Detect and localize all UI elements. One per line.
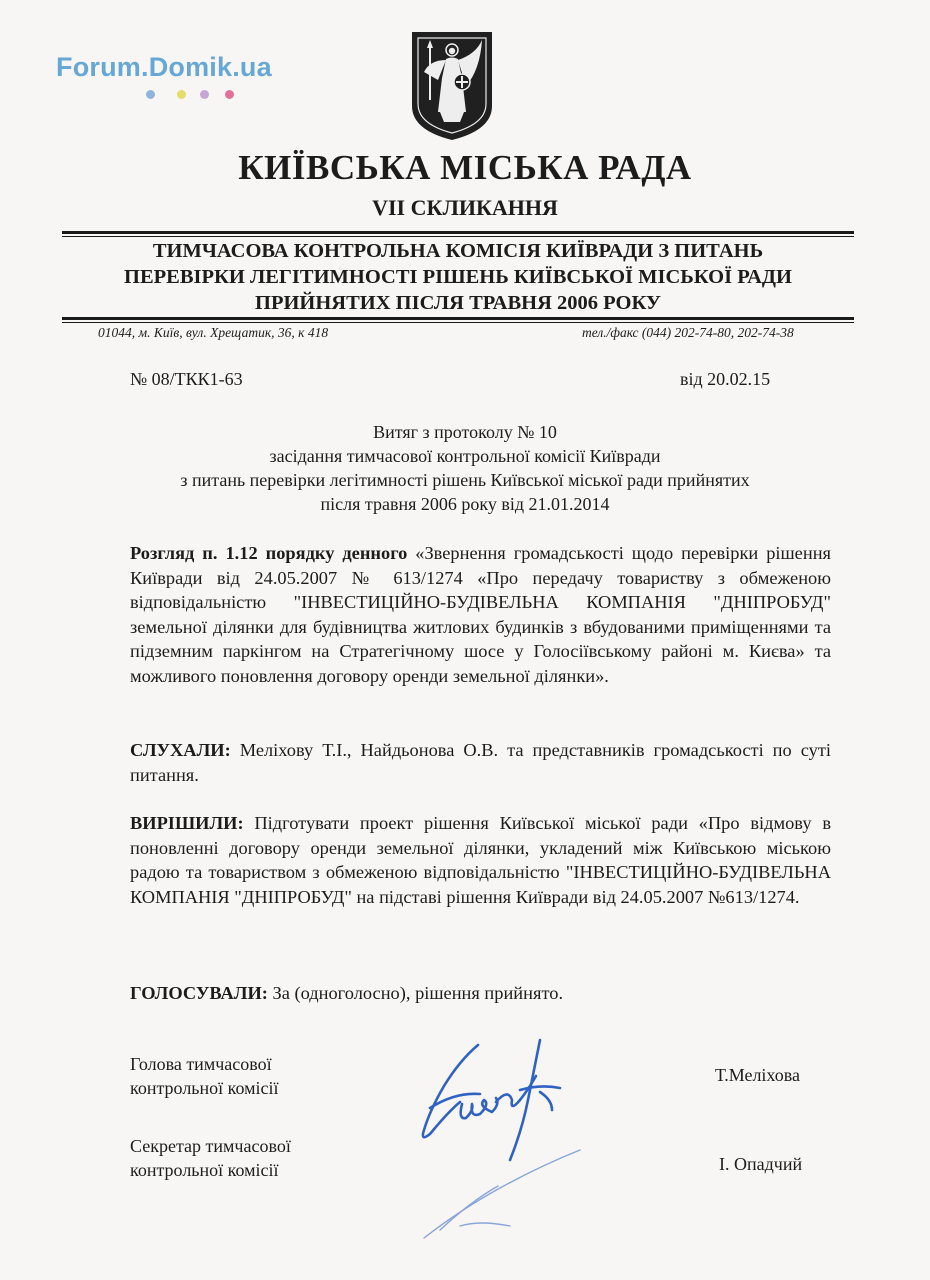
agenda-text: «Звернення громадськості щодо перевірки рішення Київради від 24.05.2007 № 613/1274 «Про передачу товариству з обмеженою відповідальністю "ІНВЕСТИЦІЙНО-БУДІВЕЛЬНА КОМПАНІЯ "ДНІПРОБУД" земельної ділянки для будівництва житлових будинків з вбудованими приміщеннями та підземним паркінгом на Стратегічному шосе у Голосіївському районі м. Києва» та можливого поновлення договору оренди земельної ділянки». [130, 543, 831, 686]
voted-paragraph [130, 981, 831, 1006]
secretary-label-line: Секретар тимчасової [130, 1136, 291, 1156]
extract-line: Витяг з протоколу № 10 [373, 422, 557, 442]
watermark-dot [225, 90, 234, 99]
head-label-line: Голова тимчасової [130, 1054, 272, 1074]
council-title: КИЇВСЬКА МІСЬКА РАДА [238, 148, 692, 187]
head-label [130, 1052, 279, 1100]
extract-line: з питань перевірки легітимності рішень Київської міської ради прийнятих [180, 470, 750, 490]
commission-line: ПРИЙНЯТИХ ПІСЛЯ ТРАВНЯ 2006 РОКУ [255, 292, 661, 314]
convocation-title: VII СКЛИКАННЯ [372, 195, 558, 220]
header-rule-bottom-thin [62, 322, 854, 323]
watermark-text: Forum.Domik.ua [56, 52, 272, 82]
commission-title [62, 238, 854, 316]
watermark-dot [177, 90, 186, 99]
voted-lead: ГОЛОСУВАЛИ: [130, 983, 268, 1003]
header-rule-bottom [62, 317, 854, 320]
watermark-dot [146, 90, 155, 99]
header-rule-top [62, 231, 854, 234]
extract-line: після травня 2006 року від 21.01.2014 [320, 494, 610, 514]
head-label-line: контрольної комісії [130, 1078, 279, 1098]
document-date: від 20.02.15 [680, 369, 771, 389]
document-number: № 08/ТКК1-63 [130, 369, 243, 389]
decided-text: Підготувати проект рішення Київської міської ради «Про відмову в поновленні договору оренди земельної ділянки, укладений між Київською міською радою та товариством з обмеженою відповідальністю "ІНВЕСТИЦІЙНО-БУДІВЕЛЬНА КОМПАНІЯ "ДНІПРОБУД" на підставі рішення Київради від 24.05.2007 №613/1274. [130, 813, 831, 907]
secretary-label [130, 1134, 291, 1182]
extract-title [0, 420, 930, 516]
decided-paragraph [130, 811, 831, 909]
handwritten-signature [400, 1030, 620, 1250]
watermark-dot [200, 90, 209, 99]
head-name: Т.Меліхова [715, 1065, 800, 1085]
heard-text: Меліхову Т.І., Найдьонова О.В. та представників громадськості по суті питання. [130, 740, 831, 785]
commission-line: ПЕРЕВІРКИ ЛЕГІТИМНОСТІ РІШЕНЬ КИЇВСЬКОЇ МІСЬКОЇ РАДИ [124, 266, 792, 288]
decided-lead: ВИРІШИЛИ: [130, 813, 244, 833]
watermark [56, 52, 272, 83]
heard-paragraph [130, 738, 831, 787]
phone: тел./факс (044) 202-74-80, 202-74-38 [582, 325, 794, 340]
kyiv-coat-of-arms-icon [410, 30, 494, 142]
voted-text: За (одноголосно), рішення прийнято. [267, 983, 564, 1003]
agenda-lead: Розгляд п. 1.12 порядку денного [130, 543, 408, 563]
header-rule-top-thin [62, 236, 854, 237]
watermark-dots [146, 90, 246, 100]
address: 01044, м. Київ, вул. Хрещатик, 36, к 418 [98, 325, 329, 340]
extract-line: засідання тимчасової контрольної комісії Київради [269, 446, 661, 466]
secretary-name: І. Опадчий [719, 1154, 803, 1174]
agenda-paragraph [130, 541, 831, 688]
secretary-label-line: контрольної комісії [130, 1160, 279, 1180]
commission-line: ТИМЧАСОВА КОНТРОЛЬНА КОМІСІЯ КИЇВРАДИ З ПИТАНЬ [152, 240, 764, 262]
heard-lead: СЛУХАЛИ: [130, 740, 231, 760]
